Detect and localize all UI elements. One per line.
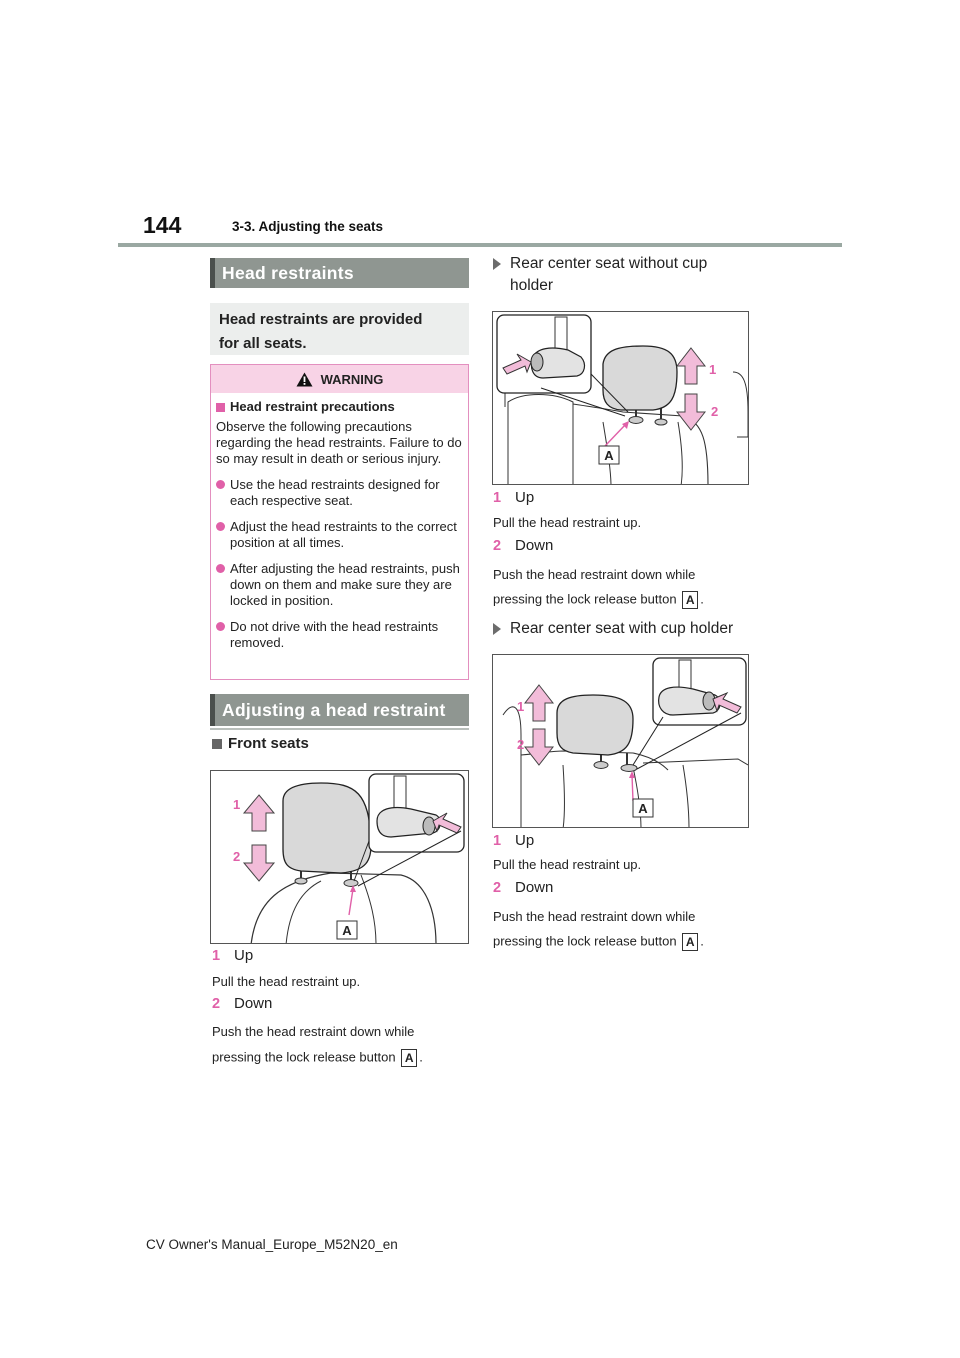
bullet-dot-icon (216, 522, 225, 531)
step-label: Down (515, 879, 554, 896)
step-number: 2 (493, 538, 502, 554)
part-a-label: A (638, 801, 648, 816)
rear-no-cup-step-2-desc-line-2: pressing the lock release button A . (493, 591, 704, 607)
page-number: 144 (143, 212, 182, 238)
rear-no-cup-step-1-desc: Pull the head restraint up. (493, 515, 642, 530)
warning-bullet-text: Adjust the head restraints to the correct position at all times. (230, 519, 457, 550)
front-step-2 (212, 995, 272, 1012)
rear-no-cup-heading (493, 253, 707, 297)
step-2-desc-text: pressing the lock release button (493, 591, 677, 607)
step-label: Down (234, 995, 273, 1012)
part-a-label: A (342, 923, 352, 938)
header-rule (118, 243, 842, 247)
adjusting-heading (210, 694, 469, 726)
heading-underline (210, 728, 469, 730)
front-step-2-desc-line-1: Push the head restraint down while (212, 1024, 415, 1039)
step-number: 2 (212, 996, 221, 1012)
rear-no-cup-step-2 (493, 537, 553, 554)
warning-bullet-text: After adjusting the head restraints, push down on them and make sure they are locked in position. (230, 561, 460, 608)
rear-cup-step-2-desc-line-2: pressing the lock release button A . (493, 933, 704, 949)
rear-cup-step-1-desc: Pull the head restraint up. (493, 857, 642, 872)
warning-subtitle-text: Head restraint precautions (230, 399, 395, 414)
intro-line-1: Head restraints are provided (219, 311, 423, 328)
warning-bullet (216, 477, 463, 509)
intro-box (210, 303, 469, 355)
bullet-dot-icon (216, 622, 225, 631)
rear-no-cup-step-1 (493, 489, 534, 506)
step-label: Up (515, 832, 535, 849)
warning-bullet-text: Use the head restraints designed for each respective seat. (230, 477, 440, 508)
head-restraints-heading-text: Head restraints (222, 262, 354, 283)
warning-bullet (216, 519, 463, 551)
front-step-1 (212, 947, 253, 964)
rear-no-cup-figure (492, 311, 749, 485)
heading-accent (210, 694, 215, 726)
rear-cup-heading (493, 618, 733, 640)
rear-no-cup-heading-line-1: Rear center seat without cup (510, 255, 708, 272)
bullet-dot-icon (216, 480, 225, 489)
arrow-2-label: 2 (711, 404, 719, 419)
step-number: 1 (493, 833, 502, 849)
step-2-desc-text: pressing the lock release button (493, 933, 677, 949)
front-seats-heading-text: Front seats (228, 735, 309, 752)
front-step-2-desc-line-2: pressing the lock release button A . (212, 1049, 423, 1065)
triangle-bullet-icon (493, 258, 501, 270)
warning-bullet (216, 619, 463, 651)
front-step-1-desc: Pull the head restraint up. (212, 974, 361, 989)
warning-bullet-text: Do not drive with the head restraints removed. (230, 619, 439, 650)
front-seat-illustration (211, 771, 469, 944)
step-number: 1 (493, 490, 502, 506)
warning-bullet (216, 561, 463, 609)
section-title: 3-3. Adjusting the seats (232, 219, 384, 234)
part-a-badge: A (401, 1049, 417, 1067)
rear-no-cup-illustration (493, 312, 749, 485)
rear-cup-step-1 (493, 832, 534, 849)
arrow-1-label: 1 (709, 362, 717, 377)
step-number: 2 (493, 880, 502, 896)
heading-accent (210, 258, 215, 288)
part-a-label: A (604, 448, 614, 463)
adjusting-heading-text: Adjusting a head restraint (222, 699, 446, 720)
warning-intro: Observe the following precautions regarding the head restraints. Failure to do so may result in death or serious injury. (216, 419, 462, 466)
intro-line-2: for all seats. (219, 335, 307, 352)
warning-icon (296, 372, 313, 387)
step-label: Up (234, 947, 254, 964)
footer-text: CV Owner's Manual_Europe_M52N20_en (146, 1237, 398, 1252)
square-bullet-icon (216, 403, 225, 412)
warning-subtitle (216, 399, 463, 415)
rear-cup-heading-text: Rear center seat with cup holder (510, 620, 734, 637)
step-2-desc-text: pressing the lock release button (212, 1049, 396, 1065)
triangle-bullet-icon (493, 623, 501, 635)
part-a-badge: A (682, 933, 698, 951)
rear-cup-figure (492, 654, 749, 828)
arrow-2-label: 2 (517, 737, 525, 752)
arrow-2-label: 2 (233, 849, 241, 864)
rear-no-cup-step-2-desc-line-1: Push the head restraint down while (493, 567, 696, 582)
square-bullet-icon (212, 739, 222, 749)
warning-title: WARNING (320, 371, 384, 387)
warning-box (210, 364, 469, 680)
rear-cup-illustration (493, 655, 749, 828)
bullet-dot-icon (216, 564, 225, 573)
step-label: Down (515, 537, 554, 554)
head-restraints-heading (210, 258, 469, 288)
arrow-1-label: 1 (517, 699, 525, 714)
step-number: 1 (212, 948, 221, 964)
warning-body (211, 393, 468, 651)
warning-header (211, 365, 468, 393)
front-seat-figure (210, 770, 469, 944)
rear-no-cup-heading-line-2: holder (510, 277, 554, 294)
part-a-badge: A (682, 591, 698, 609)
rear-cup-step-2-desc-line-1: Push the head restraint down while (493, 909, 696, 924)
front-seats-heading (212, 735, 309, 752)
step-label: Up (515, 489, 535, 506)
arrow-1-label: 1 (233, 797, 241, 812)
rear-cup-step-2 (493, 879, 553, 896)
